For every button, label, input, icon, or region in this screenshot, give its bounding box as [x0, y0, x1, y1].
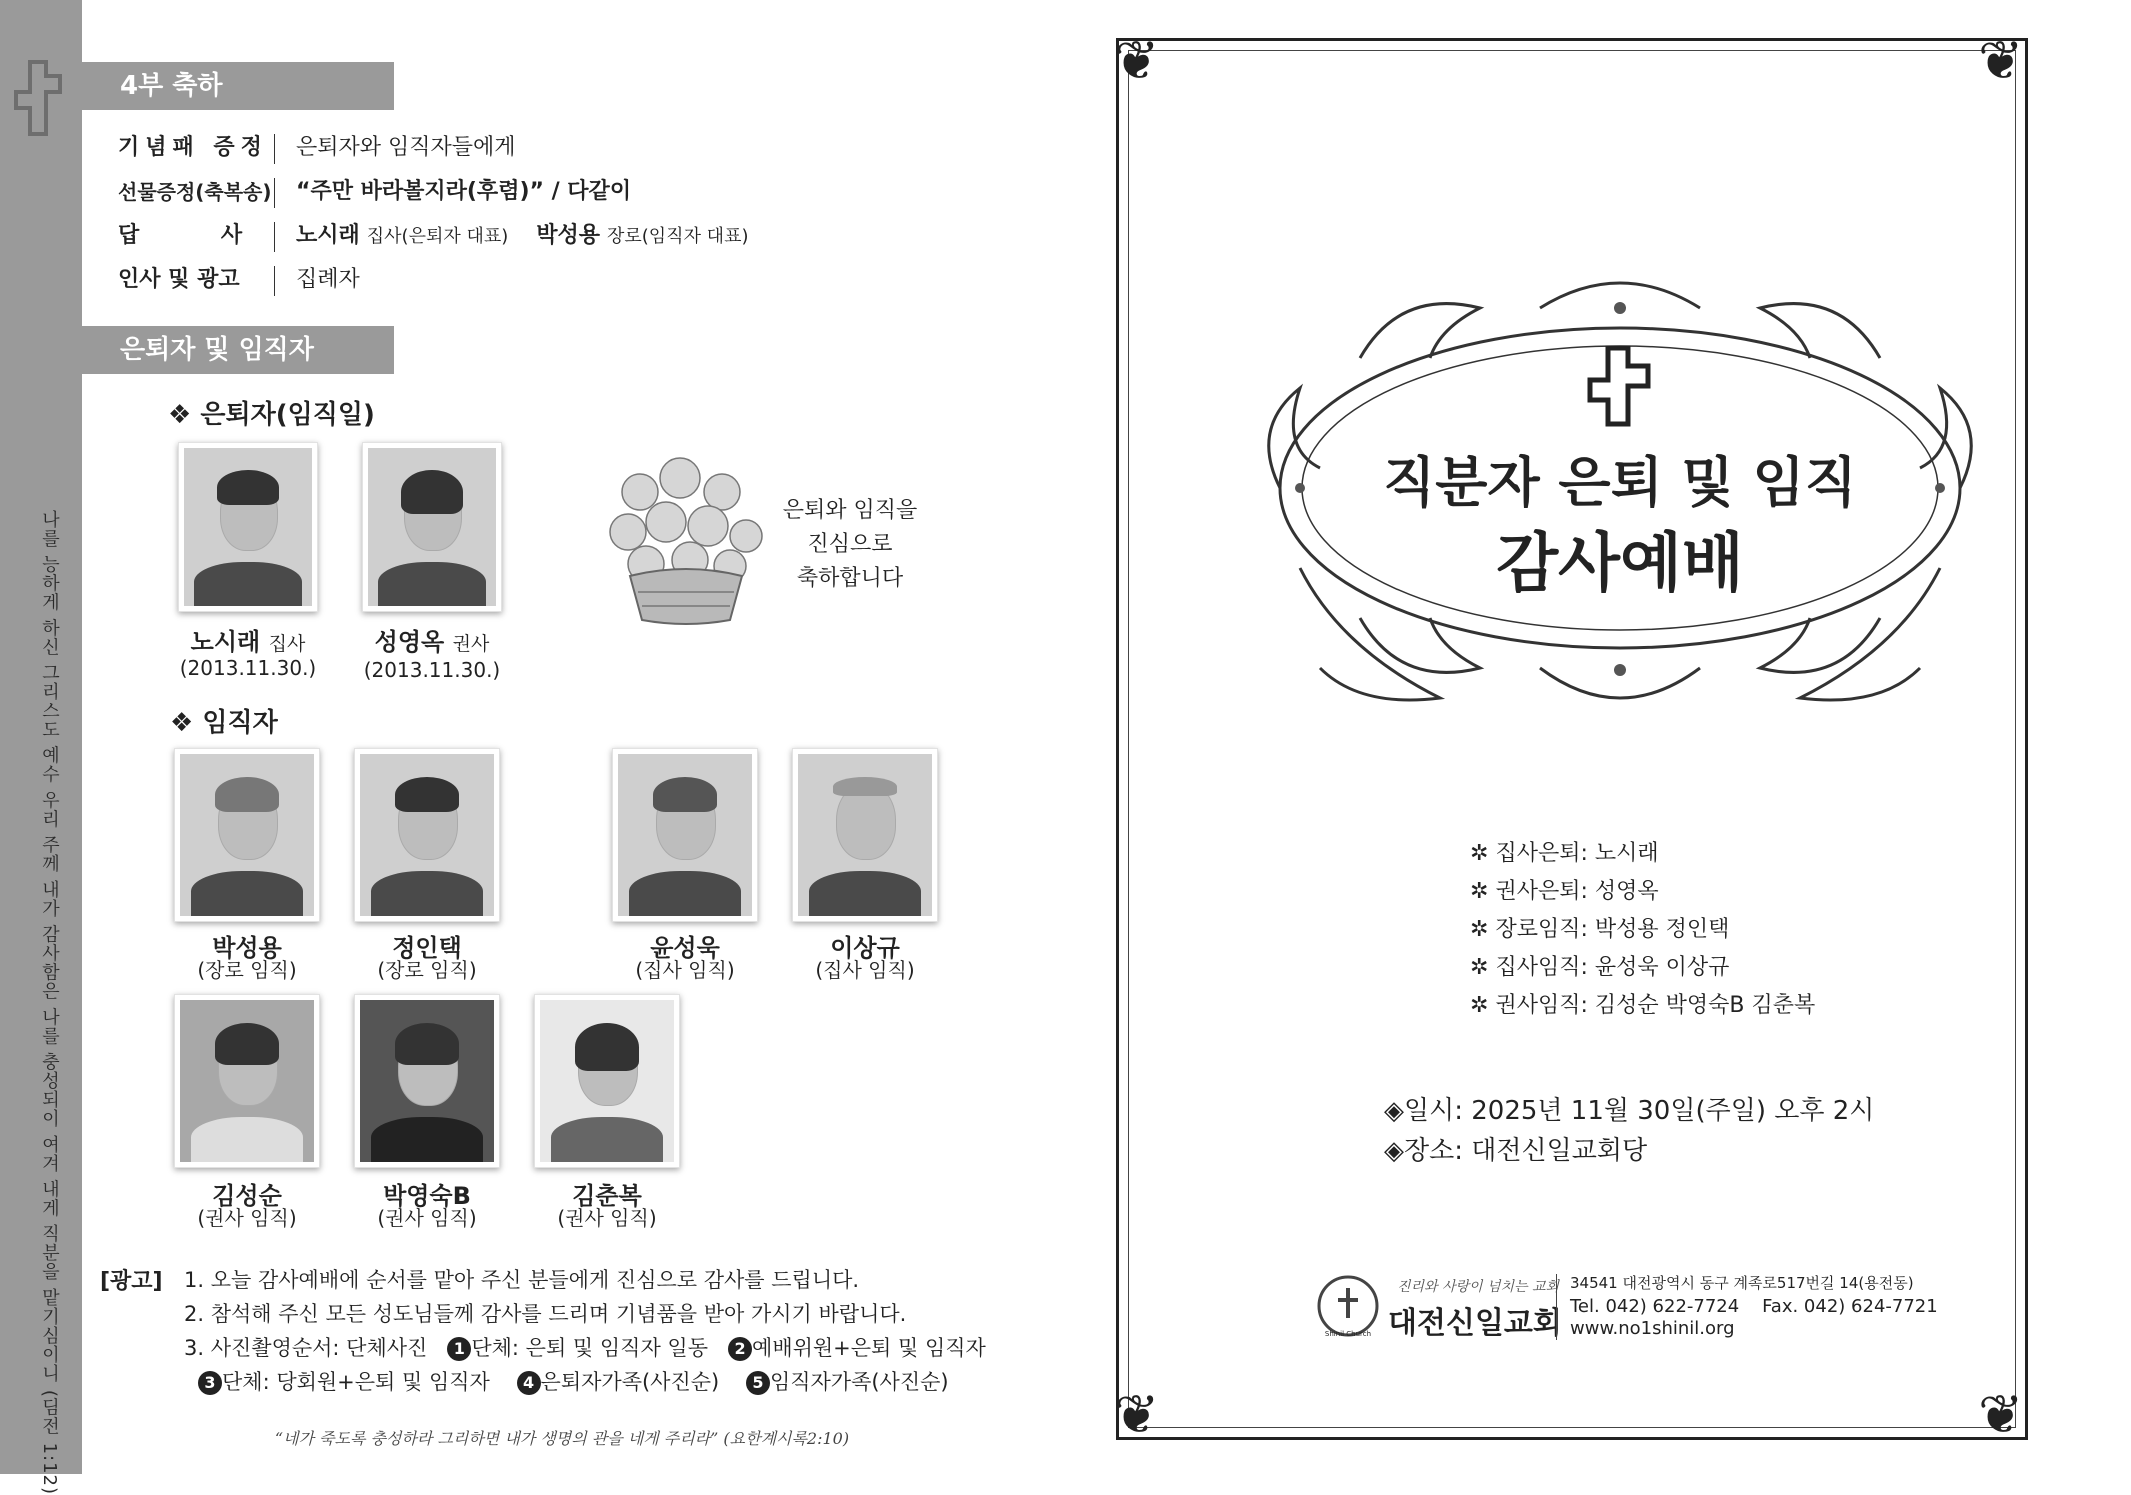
- number-badge: 4: [517, 1371, 541, 1395]
- ordination-date: (2013.11.30.): [363, 658, 501, 682]
- divider: [1556, 1274, 1557, 1340]
- program-label: 선물증정(축복송): [118, 180, 272, 204]
- portrait-photo: [178, 442, 318, 612]
- role-line: ✲ 집사은퇴: 노시래: [1470, 841, 1659, 866]
- speaker-note: 장로(임직자 대표): [607, 226, 749, 247]
- appointment-role: (집사 임직): [815, 958, 915, 982]
- service-place: ◈장소: 대전신일교회당: [1384, 1136, 1648, 1166]
- flower-basket-icon: [600, 452, 772, 628]
- portrait-photo: [362, 442, 502, 612]
- divider: [274, 222, 275, 252]
- role-line: ✲ 집사임직: 윤성욱 이상규: [1470, 955, 1730, 980]
- portrait-photo: [354, 994, 500, 1168]
- cover-subtitle: 감사예배: [1496, 527, 1744, 601]
- program-value: “주만 바라볼지라(후렴)” / 다같이: [296, 179, 632, 204]
- appointment-role: (장로 임직): [197, 958, 297, 982]
- divider: [274, 266, 275, 296]
- speaker-name: 노시래: [296, 223, 360, 248]
- person-name: 윤성욱: [650, 934, 720, 962]
- person-name: 박영숙B: [383, 1182, 471, 1210]
- program-label: 기념패 증정: [118, 135, 268, 160]
- section-header-members: 은퇴자 및 임직자: [82, 326, 394, 374]
- person-name: 이상규: [830, 934, 900, 962]
- portrait-photo: [174, 994, 320, 1168]
- appointment-role: (권사 임직): [557, 1206, 657, 1230]
- person-name: 노시래 집사: [190, 628, 306, 656]
- ordination-date: (2013.11.30.): [179, 656, 317, 680]
- appointment-role: (집사 임직): [635, 958, 735, 982]
- notice-line: 2. 참석해 주신 모든 성도님들께 감사를 드리며 기념품을 받아 가시기 바랍니다.: [184, 1302, 907, 1326]
- person-name: 박성용: [212, 934, 282, 962]
- notice-line: 3 단체: 당회원+은퇴 및 임직자 4 은퇴자가족(사진순) 5 임직자가족(사진순): [198, 1366, 949, 1396]
- cover-title: 직분자 은퇴 및 임직: [1383, 451, 1857, 514]
- church-website[interactable]: www.no1shinil.org: [1570, 1318, 1735, 1339]
- church-logo-icon: [1316, 1274, 1380, 1338]
- notice-line: 3. 사진촬영순서: 단체사진 1 단체: 은퇴 및 임직자 일동 2 예배위원+은퇴 및 임직자: [184, 1336, 986, 1360]
- notice-line: 1. 오늘 감사예배에 순서를 맡아 주신 분들에게 진심으로 감사를 드립니다.: [184, 1268, 860, 1292]
- person-name: 김춘복: [572, 1182, 642, 1210]
- appointment-role: (권사 임직): [197, 1206, 297, 1230]
- number-badge: 5: [746, 1371, 770, 1395]
- program-row: [118, 216, 858, 256]
- sidebar-verse: 나를 능하게 하신 그리스도 예수 우리 주께 내가 감사함은 나를 충성되이 여겨 내게 직분을 맡기심이니 (딤전 1:12): [39, 510, 60, 1495]
- church-logo-text: Shinil Church: [1324, 1330, 1372, 1338]
- church-address: 34541 대전광역시 동구 계족로517번길 14(용전동): [1570, 1274, 1914, 1292]
- number-badge: 1: [447, 1337, 471, 1361]
- church-slogan: 진리와 사랑이 넘치는 교회: [1396, 1279, 1560, 1295]
- ornament-corner-icon: ❦: [1978, 29, 2024, 92]
- person-name: 성영옥 권사: [374, 628, 490, 656]
- program-value: [296, 216, 748, 257]
- ornament-corner-icon: ❦: [1114, 29, 1160, 92]
- speaker-name: 박성용: [536, 223, 600, 248]
- ornament-corner-icon: ❦: [1114, 1383, 1160, 1446]
- church-contact: [1570, 1296, 1938, 1317]
- number-badge: 3: [198, 1371, 222, 1395]
- flower-bullet-icon: ✲: [1470, 993, 1496, 1018]
- number-badge: 2: [728, 1337, 752, 1361]
- program-value: 은퇴자와 임직자들에게: [296, 135, 516, 160]
- program-label: 인사 및 광고: [118, 267, 240, 292]
- program-value: 집례자: [296, 267, 360, 292]
- program-row: [118, 128, 858, 168]
- program-label: 답 사: [118, 223, 243, 248]
- portrait-photo: [792, 748, 938, 922]
- program-row: [118, 260, 858, 300]
- notice-label: [광고]: [100, 1269, 163, 1294]
- portrait-photo: [612, 748, 758, 922]
- person-name: 김성순: [212, 1182, 282, 1210]
- program-row: [118, 172, 858, 212]
- flower-bullet-icon: ✲: [1470, 955, 1496, 980]
- portrait-photo: [354, 748, 500, 922]
- church-tel: Tel. 042) 622-7724: [1570, 1296, 1740, 1317]
- role-line: ✲ 장로임직: 박성용 정인택: [1470, 917, 1730, 942]
- flower-bullet-icon: ✲: [1470, 917, 1496, 942]
- congrats-text: 은퇴와 임직을 진심으로 축하합니다: [782, 498, 918, 591]
- divider: [274, 178, 275, 208]
- bible-verse: “네가 죽도록 충성하라 그리하면 내가 생명의 관을 네게 주리라” (요한계시록2:10): [274, 1429, 850, 1448]
- divider: [274, 134, 275, 164]
- speaker-note: 집사(은퇴자 대표): [366, 226, 509, 247]
- role-line: ✲ 권사임직: 김성순 박영숙B 김춘복: [1470, 993, 1816, 1018]
- cross-logo-icon: [10, 58, 66, 138]
- flower-bullet-icon: ✲: [1470, 841, 1496, 866]
- section-header-celebration: 4부 축하: [82, 62, 394, 110]
- role-line: ✲ 권사은퇴: 성영옥: [1470, 879, 1659, 904]
- portrait-photo: [534, 994, 680, 1168]
- appointee-heading: ❖ 임직자: [170, 708, 278, 738]
- retiree-heading: ❖ 은퇴자(임직일): [168, 400, 375, 430]
- ornament-corner-icon: ❦: [1978, 1383, 2024, 1446]
- church-fax: Fax. 042) 624-7721: [1762, 1296, 1938, 1317]
- appointment-role: (권사 임직): [377, 1206, 477, 1230]
- service-date: ◈일시: 2025년 11월 30일(주일) 오후 2시: [1384, 1096, 1875, 1126]
- cross-logo-icon: [1582, 344, 1656, 428]
- flower-bullet-icon: ✲: [1470, 879, 1496, 904]
- person-name: 정인택: [392, 934, 462, 962]
- church-name: 대전신일교회: [1388, 1306, 1562, 1341]
- portrait-photo: [174, 748, 320, 922]
- appointment-role: (장로 임직): [377, 958, 477, 982]
